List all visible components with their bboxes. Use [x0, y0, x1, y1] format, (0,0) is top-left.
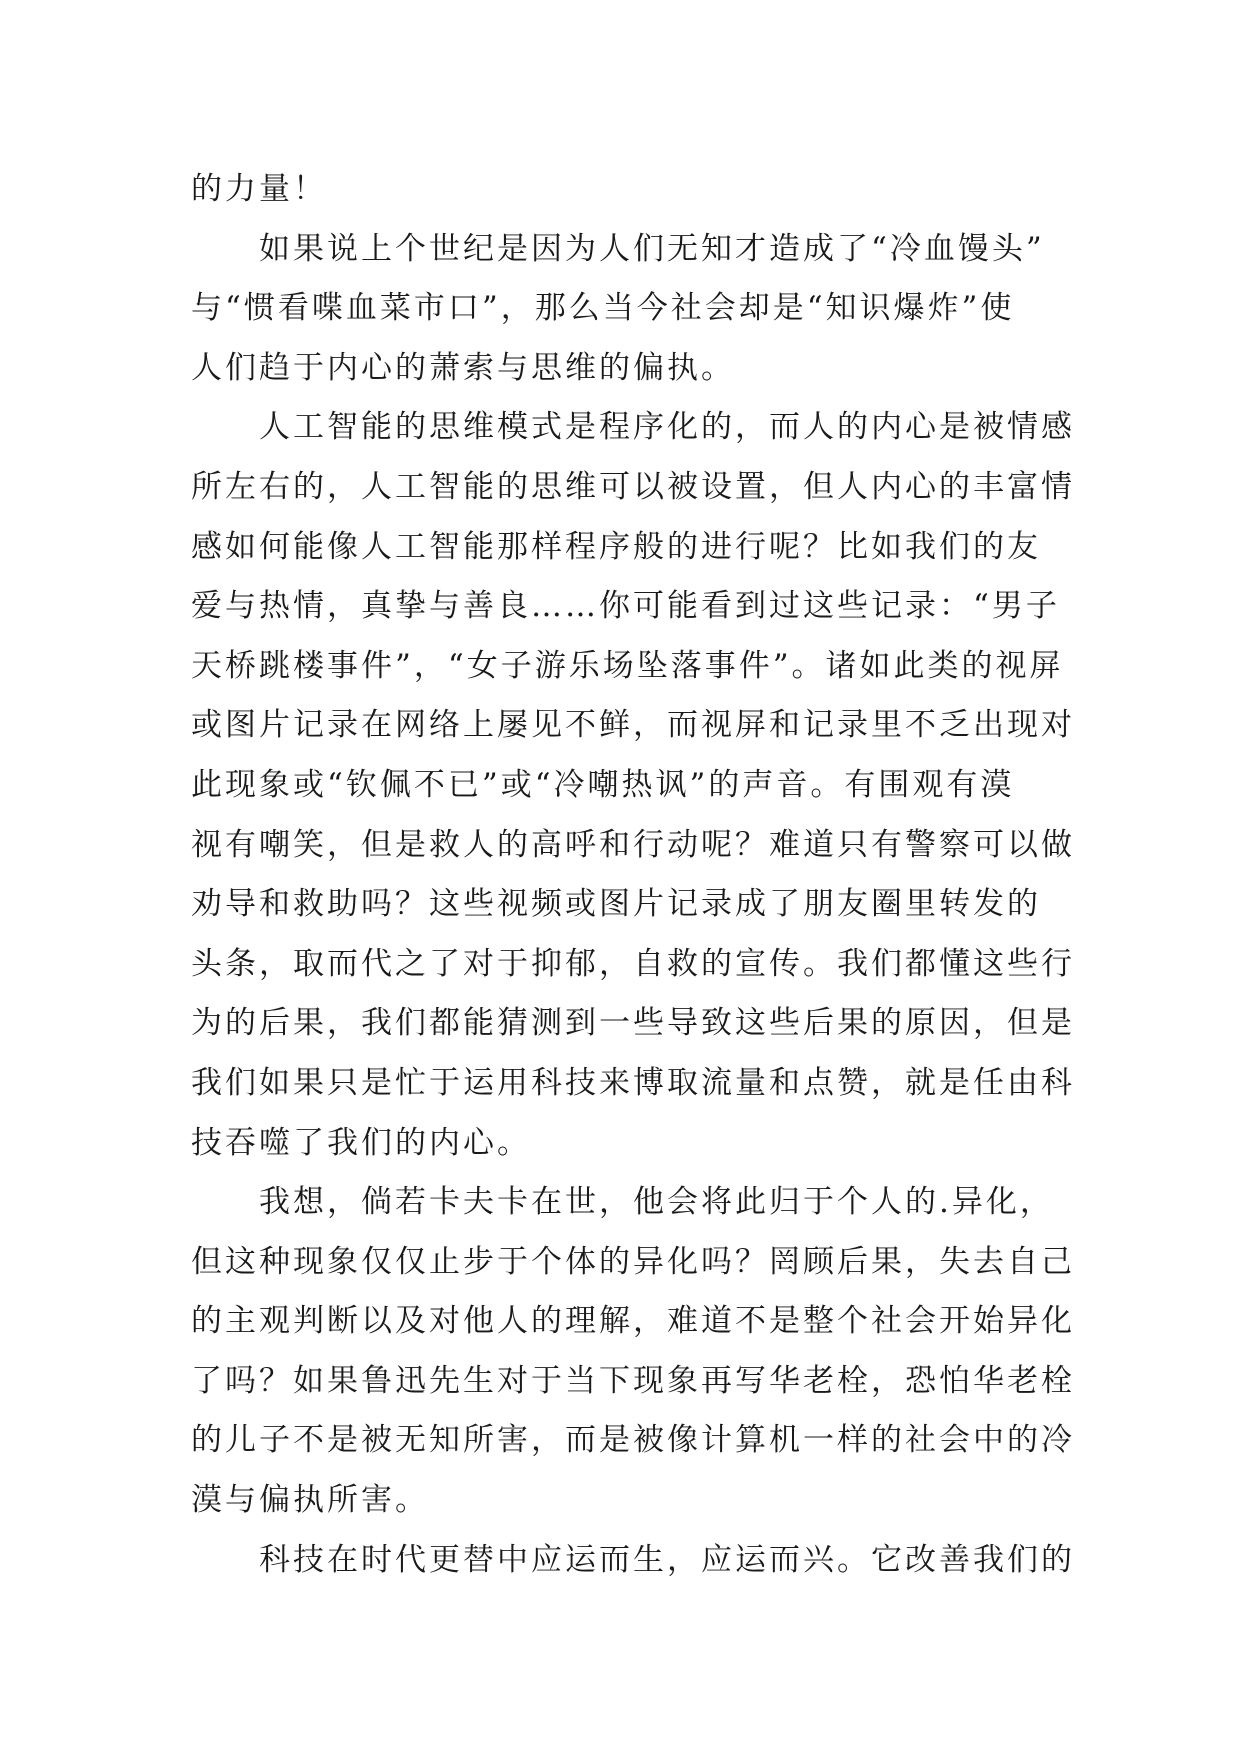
text-line: 我想，倘若卡夫卡在世，他会将此归于个人的.异化， [259, 1184, 1054, 1221]
text-line: 此现象或“钦佩不已”或“冷嘲热讽”的声音。有围观有漠 [191, 766, 1015, 803]
text-line: 但这种现象仅仅止步于个体的异化吗？罔顾后果，失去自己 [191, 1243, 1075, 1280]
text-line: 为的后果，我们都能猜测到一些导致这些后果的原因，但是 [191, 1005, 1075, 1042]
text-line: 漠与偏执所害。 [191, 1482, 429, 1519]
text-line: 的力量！ [191, 171, 327, 207]
body-text [191, 160, 1075, 1590]
text-line: 人们趋于内心的萧索与思维的偏执。 [191, 349, 735, 386]
text-line: 技吞噬了我们的内心。 [191, 1124, 531, 1161]
text-line: 感如何能像人工智能那样程序般的进行呢？比如我们的友 [191, 528, 1041, 565]
text-line: 科技在时代更替中应运而生，应运而兴。它改善我们的 [259, 1541, 1075, 1578]
text-line: 与“惯看喋血菜市口”，那么当今社会却是“知识爆炸”使 [191, 290, 1015, 327]
text-line: 我们如果只是忙于运用科技来博取流量和点赞，就是任由科 [191, 1064, 1075, 1101]
text-line: 所左右的，人工智能的思维可以被设置，但人内心的丰富情 [191, 468, 1075, 505]
text-line: 爱与热情，真挚与善良……你可能看到过这些记录：“男子 [191, 588, 1060, 625]
text-line: 头条，取而代之了对于抑郁，自救的宣传。我们都懂这些行 [191, 945, 1075, 982]
text-line: 了吗？如果鲁迅先生对于当下现象再写华老栓，恐怕华老栓 [191, 1362, 1075, 1399]
text-line: 或图片记录在网络上屡见不鲜，而视屏和记录里不乏出现对 [191, 707, 1075, 744]
text-line: 视有嘲笑，但是救人的高呼和行动呢？难道只有警察可以做 [191, 826, 1075, 863]
text-line: 如果说上个世纪是因为人们无知才造成了“冷血馒头” [259, 230, 1045, 267]
text-line: 劝导和救助吗？这些视频或图片记录成了朋友圈里转发的 [191, 886, 1041, 923]
text-line: 的儿子不是被无知所害，而是被像计算机一样的社会中的冷 [191, 1422, 1075, 1459]
text-line: 人工智能的思维模式是程序化的，而人的内心是被情感 [259, 409, 1075, 446]
text-line: 的主观判断以及对他人的理解，难道不是整个社会开始异化 [191, 1303, 1075, 1340]
text-line: 天桥跳楼事件”，“女子游乐场坠落事件”。诸如此类的视屏 [191, 647, 1064, 684]
